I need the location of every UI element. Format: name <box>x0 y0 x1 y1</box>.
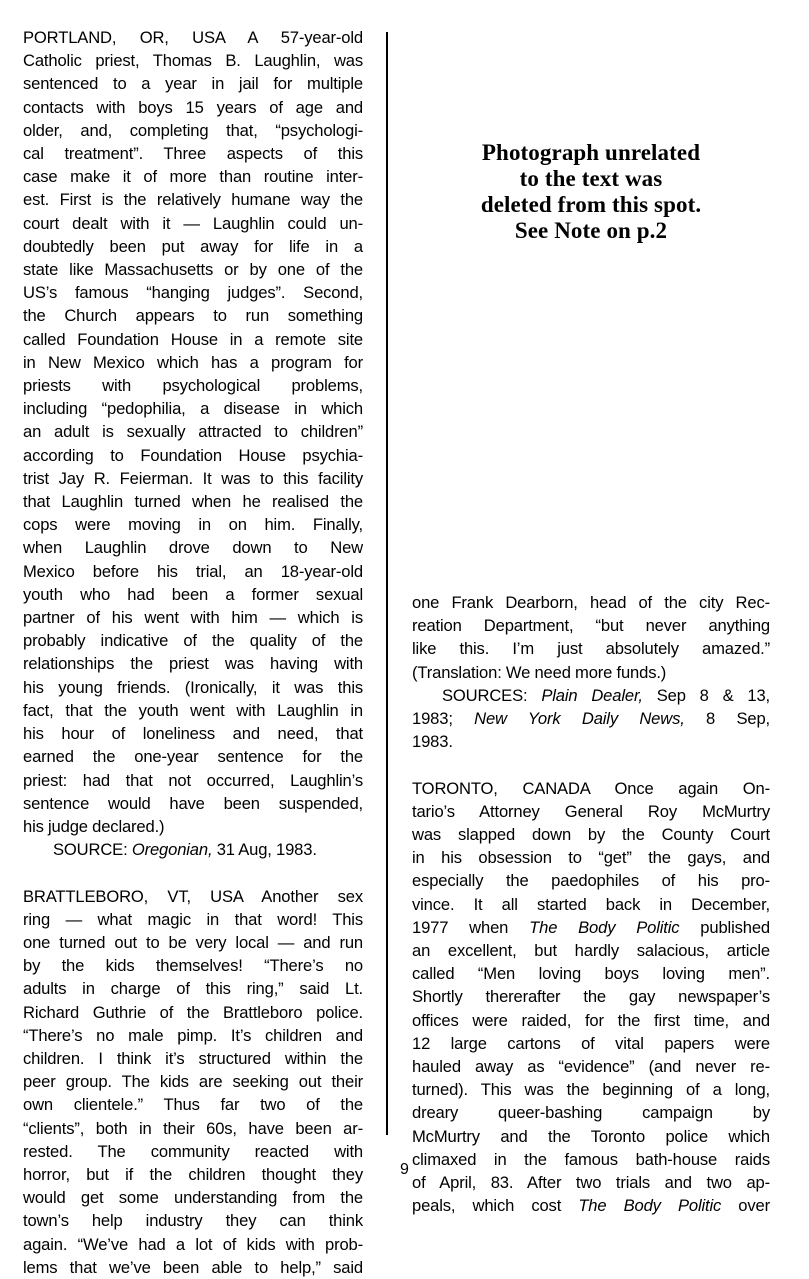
text-line: Shortly thererafter the gay newspaper’s <box>412 987 770 1007</box>
text-line: US’s famous “hanging judges”. Second, <box>23 283 363 303</box>
sources-year-1: 1983; <box>412 709 475 729</box>
text-line <box>412 684 770 707</box>
notice-line: to the text was <box>519 166 663 191</box>
text-line: Mexico before his trial, an 18-year-old <box>23 561 363 581</box>
text-line: his hour of loneliness and need, that <box>23 724 363 744</box>
text-line: children. I think it’s structured within the <box>23 1048 363 1068</box>
text-line: 12 large cartons of vital papers were <box>412 1033 770 1053</box>
text-line: TORONTO, CANADA Once again On- <box>412 778 770 798</box>
text-line: probably indicative of the quality of the <box>23 631 363 651</box>
text-line: youth who had been a former sexual <box>23 584 363 604</box>
text-line: PORTLAND, OR, USA A 57-year-old <box>23 28 363 47</box>
text-line: called “Men loving boys loving men”. <box>412 964 770 984</box>
sources-publication-2: New York Daily News, <box>474 709 685 729</box>
text-line: sentence would have been suspended, <box>23 793 363 813</box>
text-line: dreary queer-bashing campaign by <box>412 1103 770 1123</box>
text-line: in New Mexico which has a program for <box>23 352 363 372</box>
page-number: 9 <box>400 1161 409 1178</box>
text-line: partner of his went with him — which is <box>23 608 363 628</box>
text-line: rested. The community reacted with <box>23 1141 363 1161</box>
text-line: called Foundation House in a remote site <box>23 329 363 349</box>
source-line-portland <box>23 838 363 861</box>
text-line: lems that we’ve been able to help,” said <box>23 1257 363 1277</box>
notice-line: Photograph unrelated <box>481 140 701 165</box>
text-line: BRATTLEBORO, VT, USA Another sex <box>23 886 363 906</box>
article-brattleboro <box>23 885 363 1279</box>
text-line: state like Massachusetts or by one of the <box>23 260 363 280</box>
text-line: earned the one-year sentence for the <box>23 747 363 767</box>
publication-the-body-politic: The Body Politic <box>529 917 680 937</box>
article-cleveland-continued <box>412 591 770 684</box>
notice-line: deleted from this spot. <box>480 192 702 217</box>
text-line: that Laughlin turned when he realised the <box>23 492 363 512</box>
text-line: peer group. The kids are seeking out their <box>23 1072 363 1092</box>
text-line: would get some understanding from the <box>23 1188 363 1208</box>
text-line: “clients”, both in their 60s, have been ar- <box>23 1118 363 1138</box>
text-line: his judge declared.) <box>23 816 165 836</box>
sources-date-2: 8 Sep, <box>684 709 770 729</box>
text-line: town’s help industry they can think <box>23 1211 363 1231</box>
text-line: of April, 83. After two trials and two ap- <box>412 1173 770 1193</box>
text-line: one Frank Dearborn, head of the city Rec- <box>412 593 770 612</box>
text-line: an adult is sexually attracted to children” <box>23 422 363 442</box>
text-line: in his obsession to “get” the gays, and <box>412 848 770 868</box>
text-line: reation Department, “but never anything <box>412 616 770 636</box>
text-line: (Translation: We need more funds.) <box>412 662 667 682</box>
text-line: sentenced to a year in jail for multiple <box>23 74 363 94</box>
source-date: 31 Aug, 1983. <box>216 840 317 860</box>
text-line: cal treatment”. Three aspects of this <box>23 144 363 164</box>
publication-the-body-politic: The Body Politic <box>578 1196 722 1216</box>
article-toronto <box>412 777 770 1218</box>
text-line: own clientele.” Thus far two of the <box>23 1095 363 1115</box>
text-line: when Laughlin drove down to New <box>23 538 363 558</box>
text-line: older, and, completing that, “psychologi- <box>23 120 363 140</box>
text-line: an excellent, but hardly salacious, article <box>412 941 770 961</box>
photo-removed-notice <box>412 140 770 244</box>
text-line: “There’s no male pimp. It’s children and <box>23 1025 363 1045</box>
text-line: horror, but if the children thought they <box>23 1164 363 1184</box>
sources-date-1: Sep 8 & 13, <box>642 685 771 705</box>
text-line: especially the paedophiles of his pro- <box>412 871 770 891</box>
text-line: again. “We’ve had a lot of kids with prob- <box>23 1234 363 1254</box>
column-divider-rule <box>386 32 388 1135</box>
text-line: adults in charge of this ring,” said Lt. <box>23 979 363 999</box>
text-line: ring — what magic in that word! This <box>23 909 363 929</box>
source-publication: Oregonian, <box>131 840 213 860</box>
left-column <box>23 26 363 1279</box>
text-line: priest: had that not occurred, Laughlin’s <box>23 770 363 790</box>
text-line: including “pedophilia, a disease in which <box>23 399 363 419</box>
sources-line-cleveland <box>412 684 770 754</box>
text-line: 1977 when The Body Politic published <box>412 917 770 937</box>
text-line: according to Foundation House psychia- <box>23 445 363 465</box>
text-line: tario’s Attorney General Roy McMurtry <box>412 801 770 821</box>
text-line: one turned out to be very local — and run <box>23 932 363 952</box>
text-line: like this. I’m just absolutely amazed.” <box>412 639 770 659</box>
text-line: priests with psychological problems, <box>23 376 363 396</box>
text-line: offices were raided, for the first time, and <box>412 1010 770 1030</box>
text-line: case make it of more than routine inter- <box>23 167 363 187</box>
text-line: by the kids themselves! “There’s no <box>23 956 363 976</box>
text-line: Richard Guthrie of the Brattleboro police. <box>23 1002 363 1022</box>
text-line: McMurtry and the Toronto police which <box>412 1126 770 1146</box>
text-line: 1983. <box>412 732 453 752</box>
text-line: est. First is the relatively humane way the <box>23 190 363 210</box>
text-line: doubtedly been put away for life in a <box>23 236 363 256</box>
article-portland <box>23 26 363 838</box>
text-line: relationships the priest was having with <box>23 654 363 674</box>
source-label: SOURCE: <box>53 840 128 860</box>
text-line: his young friends. (Ironically, it was this <box>23 677 363 697</box>
text-line: the Church appears to run something <box>23 306 363 326</box>
sources-publication-1: Plain Dealer, <box>541 685 643 705</box>
text-line: turned). This was the beginning of a long, <box>412 1080 770 1100</box>
notice-line: See Note on p.2 <box>514 218 668 243</box>
text-line: Catholic priest, Thomas B. Laughlin, was <box>23 51 363 71</box>
text-line: hauled away as “evidence” (and never re- <box>412 1057 770 1077</box>
text-line: trist Jay R. Feierman. It was to this facility <box>23 468 363 488</box>
sources-label: SOURCES: <box>442 685 528 705</box>
text-line: was slapped down by the County Court <box>412 825 770 845</box>
text-line: climaxed in the famous bath-house raids <box>412 1149 770 1169</box>
text-line: court dealt with it — Laughlin could un- <box>23 213 363 233</box>
text-line: contacts with boys 15 years of age and <box>23 97 363 117</box>
text-line <box>412 707 770 730</box>
text-line: cops were moving in on him. Finally, <box>23 515 363 535</box>
text-line: peals, which cost The Body Politic over <box>412 1196 770 1216</box>
right-column <box>412 591 770 1217</box>
text-line: vince. It all started back in December, <box>412 894 770 914</box>
text-line: fact, that the youth went with Laughlin in <box>23 700 363 720</box>
